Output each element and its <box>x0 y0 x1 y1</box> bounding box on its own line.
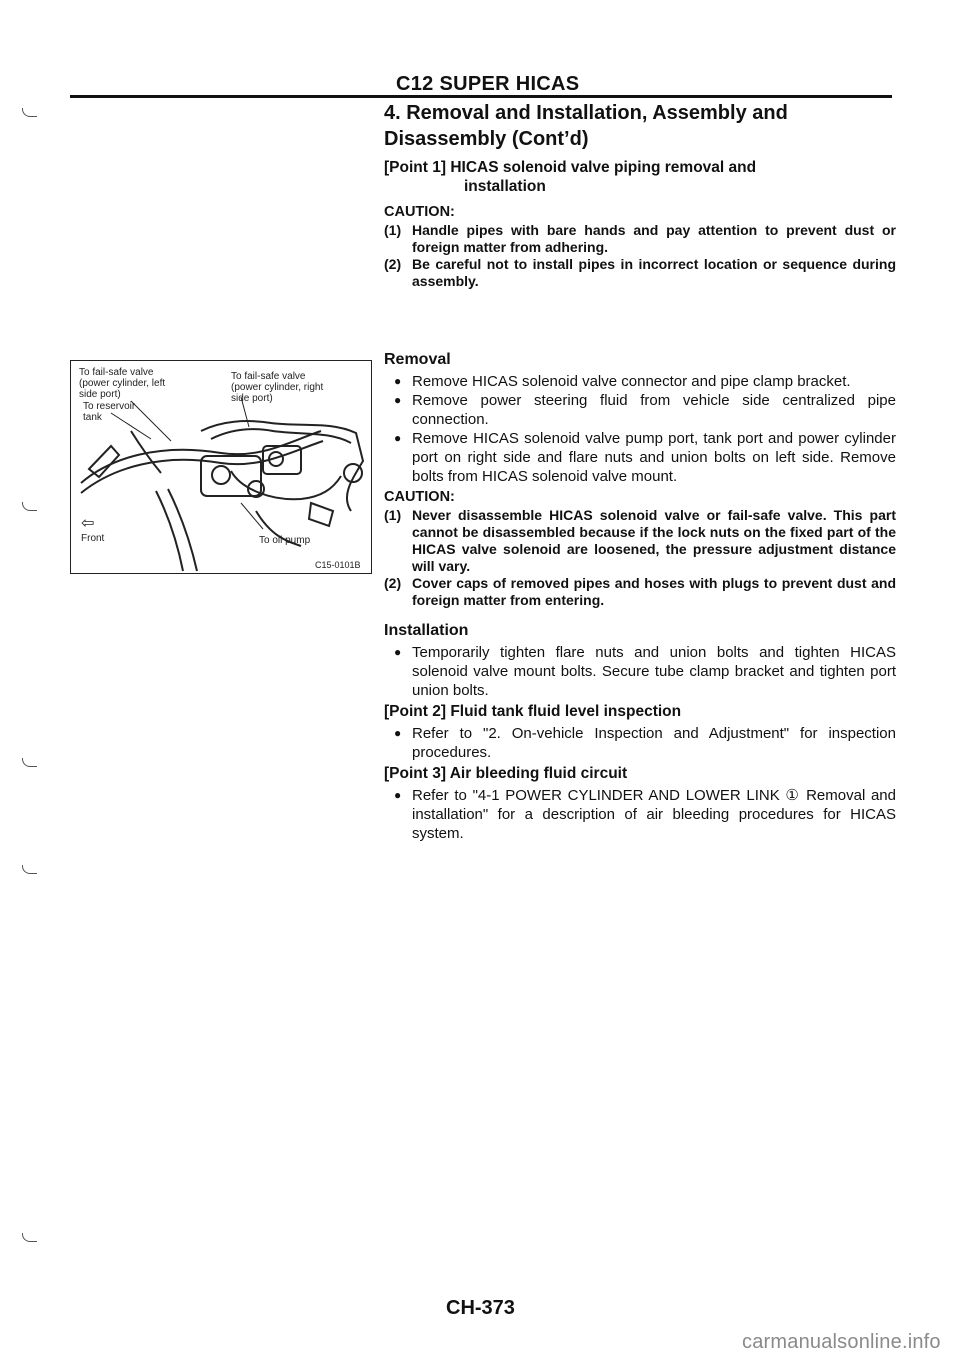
point-title: Fluid tank fluid level inspection <box>450 703 682 720</box>
list-item <box>384 724 896 762</box>
caution-item-text: Never disassemble HICAS solenoid valve or fail-safe valve. This part cannot be disassembled because if the lock nuts on the fixed part of the HICAS valve solenoid are loosened, the pressure adjustment distance will vary. <box>412 507 896 574</box>
caution-item <box>384 256 896 290</box>
bullet-icon: ● <box>394 726 402 740</box>
list-item-text: Remove power steering fluid from vehicle side centralized pipe connection. <box>412 392 896 428</box>
removal-heading: Removal <box>384 351 451 368</box>
point1-heading <box>384 158 896 196</box>
bullet-icon: ● <box>394 431 402 445</box>
removal-list <box>384 372 896 486</box>
section-heading-line: Disassembly (Cont’d) <box>384 128 589 150</box>
figure-label-left-port: To fail-safe valve (power cylinder, left side port) <box>79 367 166 400</box>
union-bolt <box>212 466 230 484</box>
caution-item-number: (1) <box>384 507 402 523</box>
point2-heading <box>384 702 896 721</box>
section-heading <box>384 100 896 152</box>
caution-item-number: (1) <box>384 222 402 238</box>
caution-item <box>384 575 896 609</box>
point3-heading <box>384 764 896 783</box>
caution-list <box>384 507 896 609</box>
caution-item-text: Handle pipes with bare hands and pay attention to prevent dust or foreign matter from adhering. <box>412 222 896 255</box>
list-item <box>384 372 896 391</box>
caution-item <box>384 222 896 256</box>
point-label: [Point 1] <box>384 159 446 176</box>
installation-heading: Installation <box>384 622 469 639</box>
caution-label: CAUTION: <box>384 489 455 505</box>
caution-item-text: Be careful not to install pipes in incorrect location or sequence during assembly. <box>412 256 896 289</box>
list-item-text: Refer to "4-1 POWER CYLINDER AND LOWER LINK ① Removal and installation" for a description of air bleeding procedures for HICAS system. <box>412 787 896 842</box>
pipe-line <box>231 471 341 499</box>
page-number: CH-373 <box>446 1297 515 1319</box>
bullet-icon: ● <box>394 788 402 802</box>
page-header-title: C12 SUPER HICAS <box>396 73 580 95</box>
margin-mark <box>22 1233 37 1242</box>
figure-label-right-port: To fail-safe valve (power cylinder, right side port) <box>231 371 324 404</box>
list-item <box>384 429 896 486</box>
point-title: installation <box>464 178 546 195</box>
point3-list <box>384 786 896 843</box>
section-heading-line: 4. Removal and Installation, Assembly and <box>384 102 788 124</box>
header-rule <box>70 95 892 98</box>
margin-mark <box>22 758 37 767</box>
caution-list <box>384 222 896 290</box>
point2-list <box>384 724 896 762</box>
margin-mark <box>22 865 37 874</box>
list-item-text: Remove HICAS solenoid valve connector and pipe clamp bracket. <box>412 373 851 390</box>
margin-mark <box>22 502 37 511</box>
fitting <box>309 503 333 526</box>
point-title: Air bleeding fluid circuit <box>449 765 628 782</box>
pipe-line <box>211 429 351 443</box>
margin-mark <box>22 108 37 117</box>
valve-piping-figure <box>70 360 372 574</box>
figure-code: C15-0101B <box>315 560 361 570</box>
caution-label: CAUTION: <box>384 204 455 220</box>
pipe-line <box>156 491 183 571</box>
list-item-text: Refer to "2. On-vehicle Inspection and Adjustment" for inspection procedures. <box>412 725 896 761</box>
figure-label-front: Front <box>81 533 105 544</box>
bullet-icon: ● <box>394 393 402 407</box>
point-label: [Point 2] <box>384 703 446 720</box>
caution-item-text: Cover caps of removed pipes and hoses with plugs to prevent dust and foreign matter from entering. <box>412 575 896 608</box>
bullet-icon: ● <box>394 645 402 659</box>
list-item <box>384 786 896 843</box>
caution-item <box>384 507 896 575</box>
caution-item-number: (2) <box>384 575 402 591</box>
point-title: HICAS solenoid valve piping removal and <box>450 159 757 176</box>
front-arrow-icon: ⇦ <box>81 515 95 532</box>
figure-label-pump: To oil pump <box>259 535 311 546</box>
point-label: [Point 3] <box>384 765 446 782</box>
list-item-text: Temporarily tighten flare nuts and union bolts and tighten HICAS solenoid valve mount bolts. Secure tube clamp bracket and tighten port union bolts. <box>412 644 896 699</box>
installation-list <box>384 643 896 700</box>
bullet-icon: ● <box>394 374 402 388</box>
main-text-column <box>384 100 896 843</box>
figure-label-reservoir: To reservoir tank <box>83 401 136 423</box>
list-item-text: Remove HICAS solenoid valve pump port, tank port and power cylinder port on right side and flare nuts and union bolts on left side. Remove bolts from HICAS solenoid valve mount. <box>412 430 896 485</box>
watermark: carmanualsonline.info <box>742 1331 941 1353</box>
list-item <box>384 643 896 700</box>
caution-item-number: (2) <box>384 256 402 272</box>
list-item <box>384 391 896 429</box>
